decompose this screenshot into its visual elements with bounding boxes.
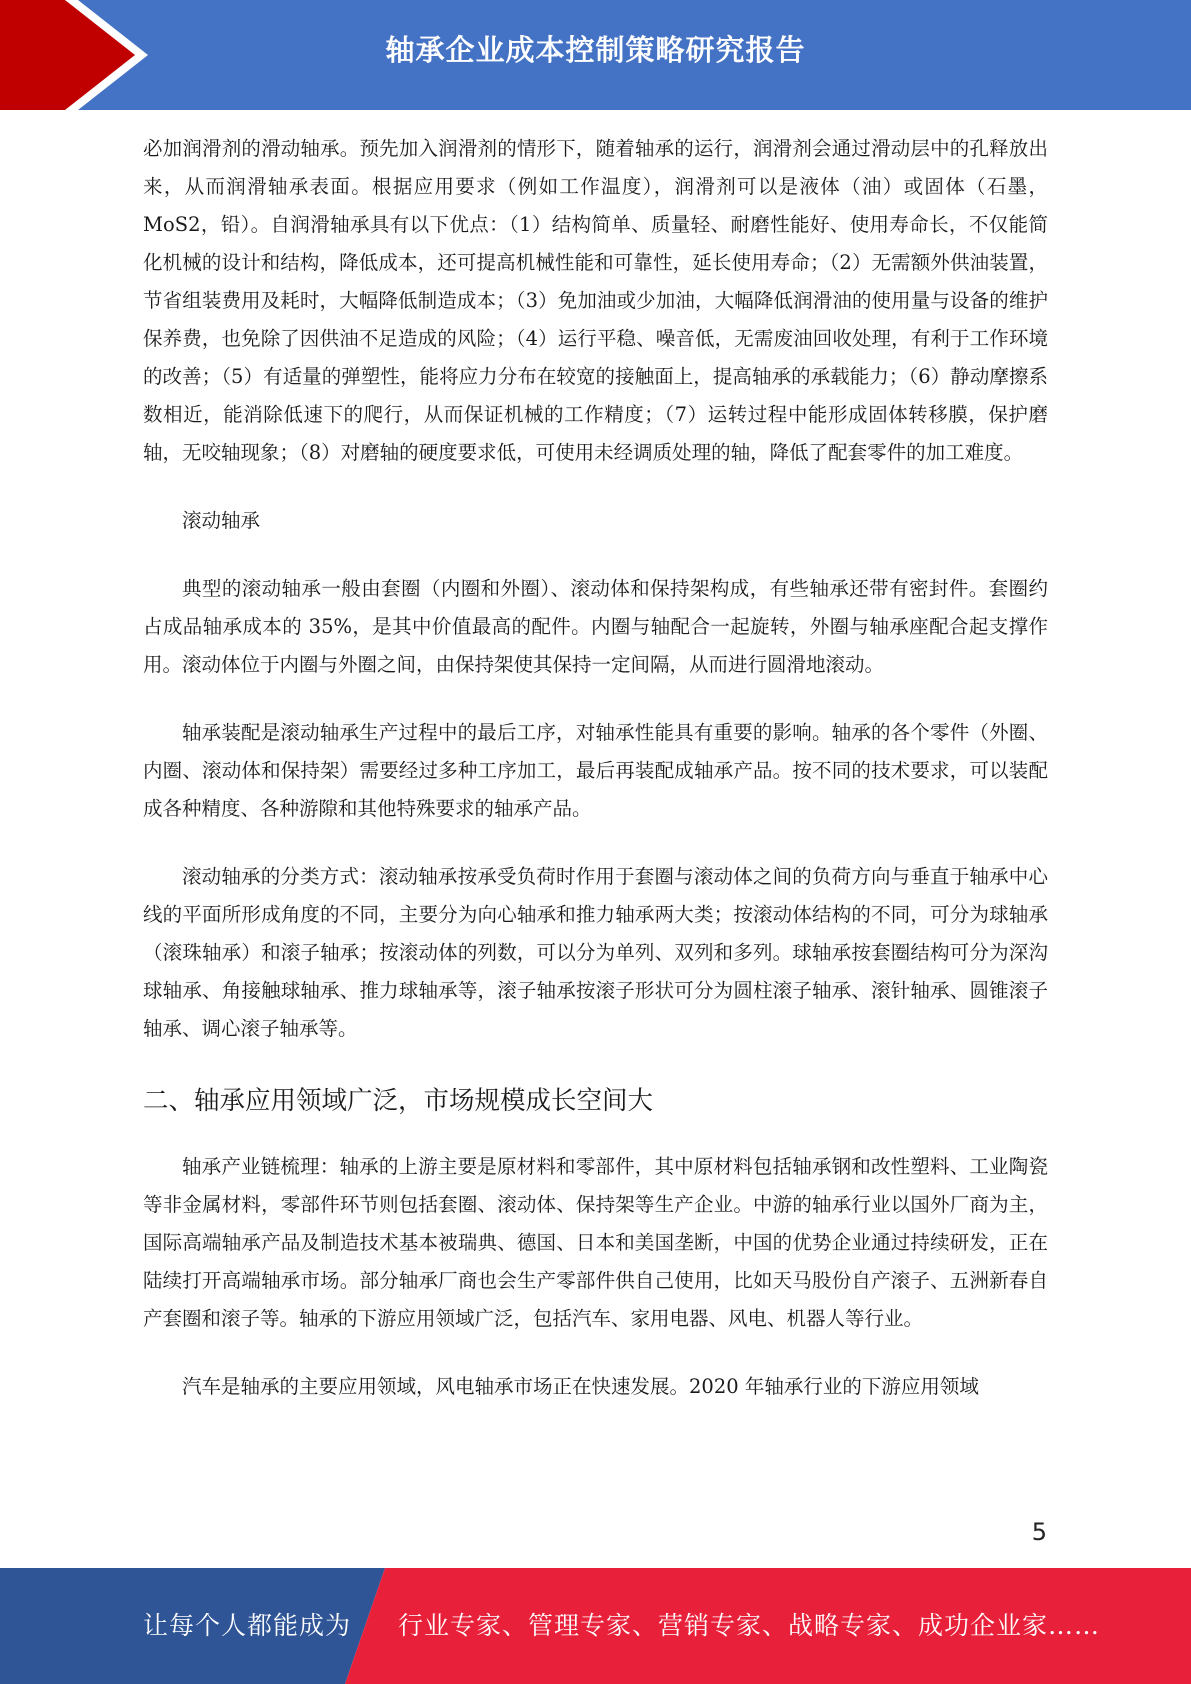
page-footer (0, 1568, 1191, 1684)
page-number: 5 (1031, 1518, 1047, 1546)
page-body (143, 130, 1048, 1406)
footer-slogan-left: 让每个人都能成为 (143, 1611, 352, 1640)
paragraph-rolling-bearing-structure: 典型的滚动轴承一般由套圈（内圈和外圈）、滚动体和保持架构成，有些轴承还带有密封件。套圈约占成品轴承成本的 35%，是其中价值最高的配件。内圈与轴配合一起旋转，外圈与轴承座配合起支撑作用。滚动体位于内圈与外圈之间，由保持架使其保持一定间隔，从而进行圆滑地滚动。 (143, 577, 1048, 676)
paragraph-application-fields: 汽车是轴承的主要应用领域，风电轴承市场正在快速发展。2020 年轴承行业的下游应用领域 (182, 1375, 979, 1398)
subheading-rolling-bearings: 滚动轴承 (182, 509, 261, 532)
paragraph-self-lubricating-bearings: 必加润滑剂的滑动轴承。预先加入润滑剂的情形下，随着轴承的运行，润滑剂会通过滑动层中的孔释放出来，从而润滑轴承表面。根据应用要求（例如工作温度），润滑剂可以是液体（油）或固体（石墨，MoS2，铅）。自润滑轴承具有以下优点：（1）结构简单、质量轻、耐磨性能好、使用寿命长，不仅能简化机械的设计和结构，降低成本，还可提高机械性能和可靠性，延长使用寿命；（2）无需额外供油装置，节省组装费用及耗时，大幅降低制造成本；（3）免加油或少加油，大幅降低润滑油的使用量与设备的维护保养费，也免除了因供油不足造成的风险；（4）运行平稳、噪音低，无需废油回收处理，有利于工作环境的改善；（5）有适量的弹塑性，能将应力分布在较宽的接触面上，提高轴承的承载能力；（6）静动摩擦系数相近，能消除低速下的爬行，从而保证机械的工作精度；（7）运转过程中能形成固体转移膜，保护磨轴，无咬轴现象；（8）对磨轴的硬度要求低，可使用未经调质处理的轴，降低了配套零件的加工难度。 (143, 137, 1048, 464)
paragraph-bearing-classification: 滚动轴承的分类方式：滚动轴承按承受负荷时作用于套圈与滚动体之间的负荷方向与垂直于轴承中心线的平面所形成角度的不同，主要分为向心轴承和推力轴承两大类；按滚动体结构的不同，可分为球轴承（滚珠轴承）和滚子轴承；按滚动体的列数，可以分为单列、双列和多列。球轴承按套圈结构可分为深沟球轴承、角接触球轴承、推力球轴承等，滚子轴承按滚子形状可分为圆柱滚子轴承、滚针轴承、圆锥滚子轴承、调心滚子轴承等。 (143, 865, 1048, 1040)
report-title: 轴承企业成本控制策略研究报告 (385, 33, 806, 67)
footer-slogan-right: 行业专家、管理专家、营销专家、战略专家、成功企业家…… (398, 1611, 1101, 1640)
paragraph-bearing-assembly: 轴承装配是滚动轴承生产过程中的最后工序，对轴承性能具有重要的影响。轴承的各个零件（外圈、内圈、滚动体和保持架）需要经过多种工序加工，最后再装配成轴承产品。按不同的技术要求，可以装配成各种精度、各种游隙和其他特殊要求的轴承产品。 (143, 721, 1048, 820)
paragraph-industry-chain: 轴承产业链梳理：轴承的上游主要是原材料和零部件，其中原材料包括轴承钢和改性塑料、工业陶瓷等非金属材料，零部件环节则包括套圈、滚动体、保持架等生产企业。中游的轴承行业以国外厂商为主，国际高端轴承产品及制造技术基本被瑞典、德国、日本和美国垄断，中国的优势企业通过持续研发，正在陆续打开高端轴承市场。部分轴承厂商也会生产零部件供自己使用，比如天马股份自产滚子、五洲新春自产套圈和滚子等。轴承的下游应用领域广泛，包括汽车、家用电器、风电、机器人等行业。 (143, 1155, 1048, 1330)
section-heading: 二、轴承应用领域广泛，市场规模成长空间大 (143, 1086, 654, 1116)
page-header (0, 0, 1191, 110)
